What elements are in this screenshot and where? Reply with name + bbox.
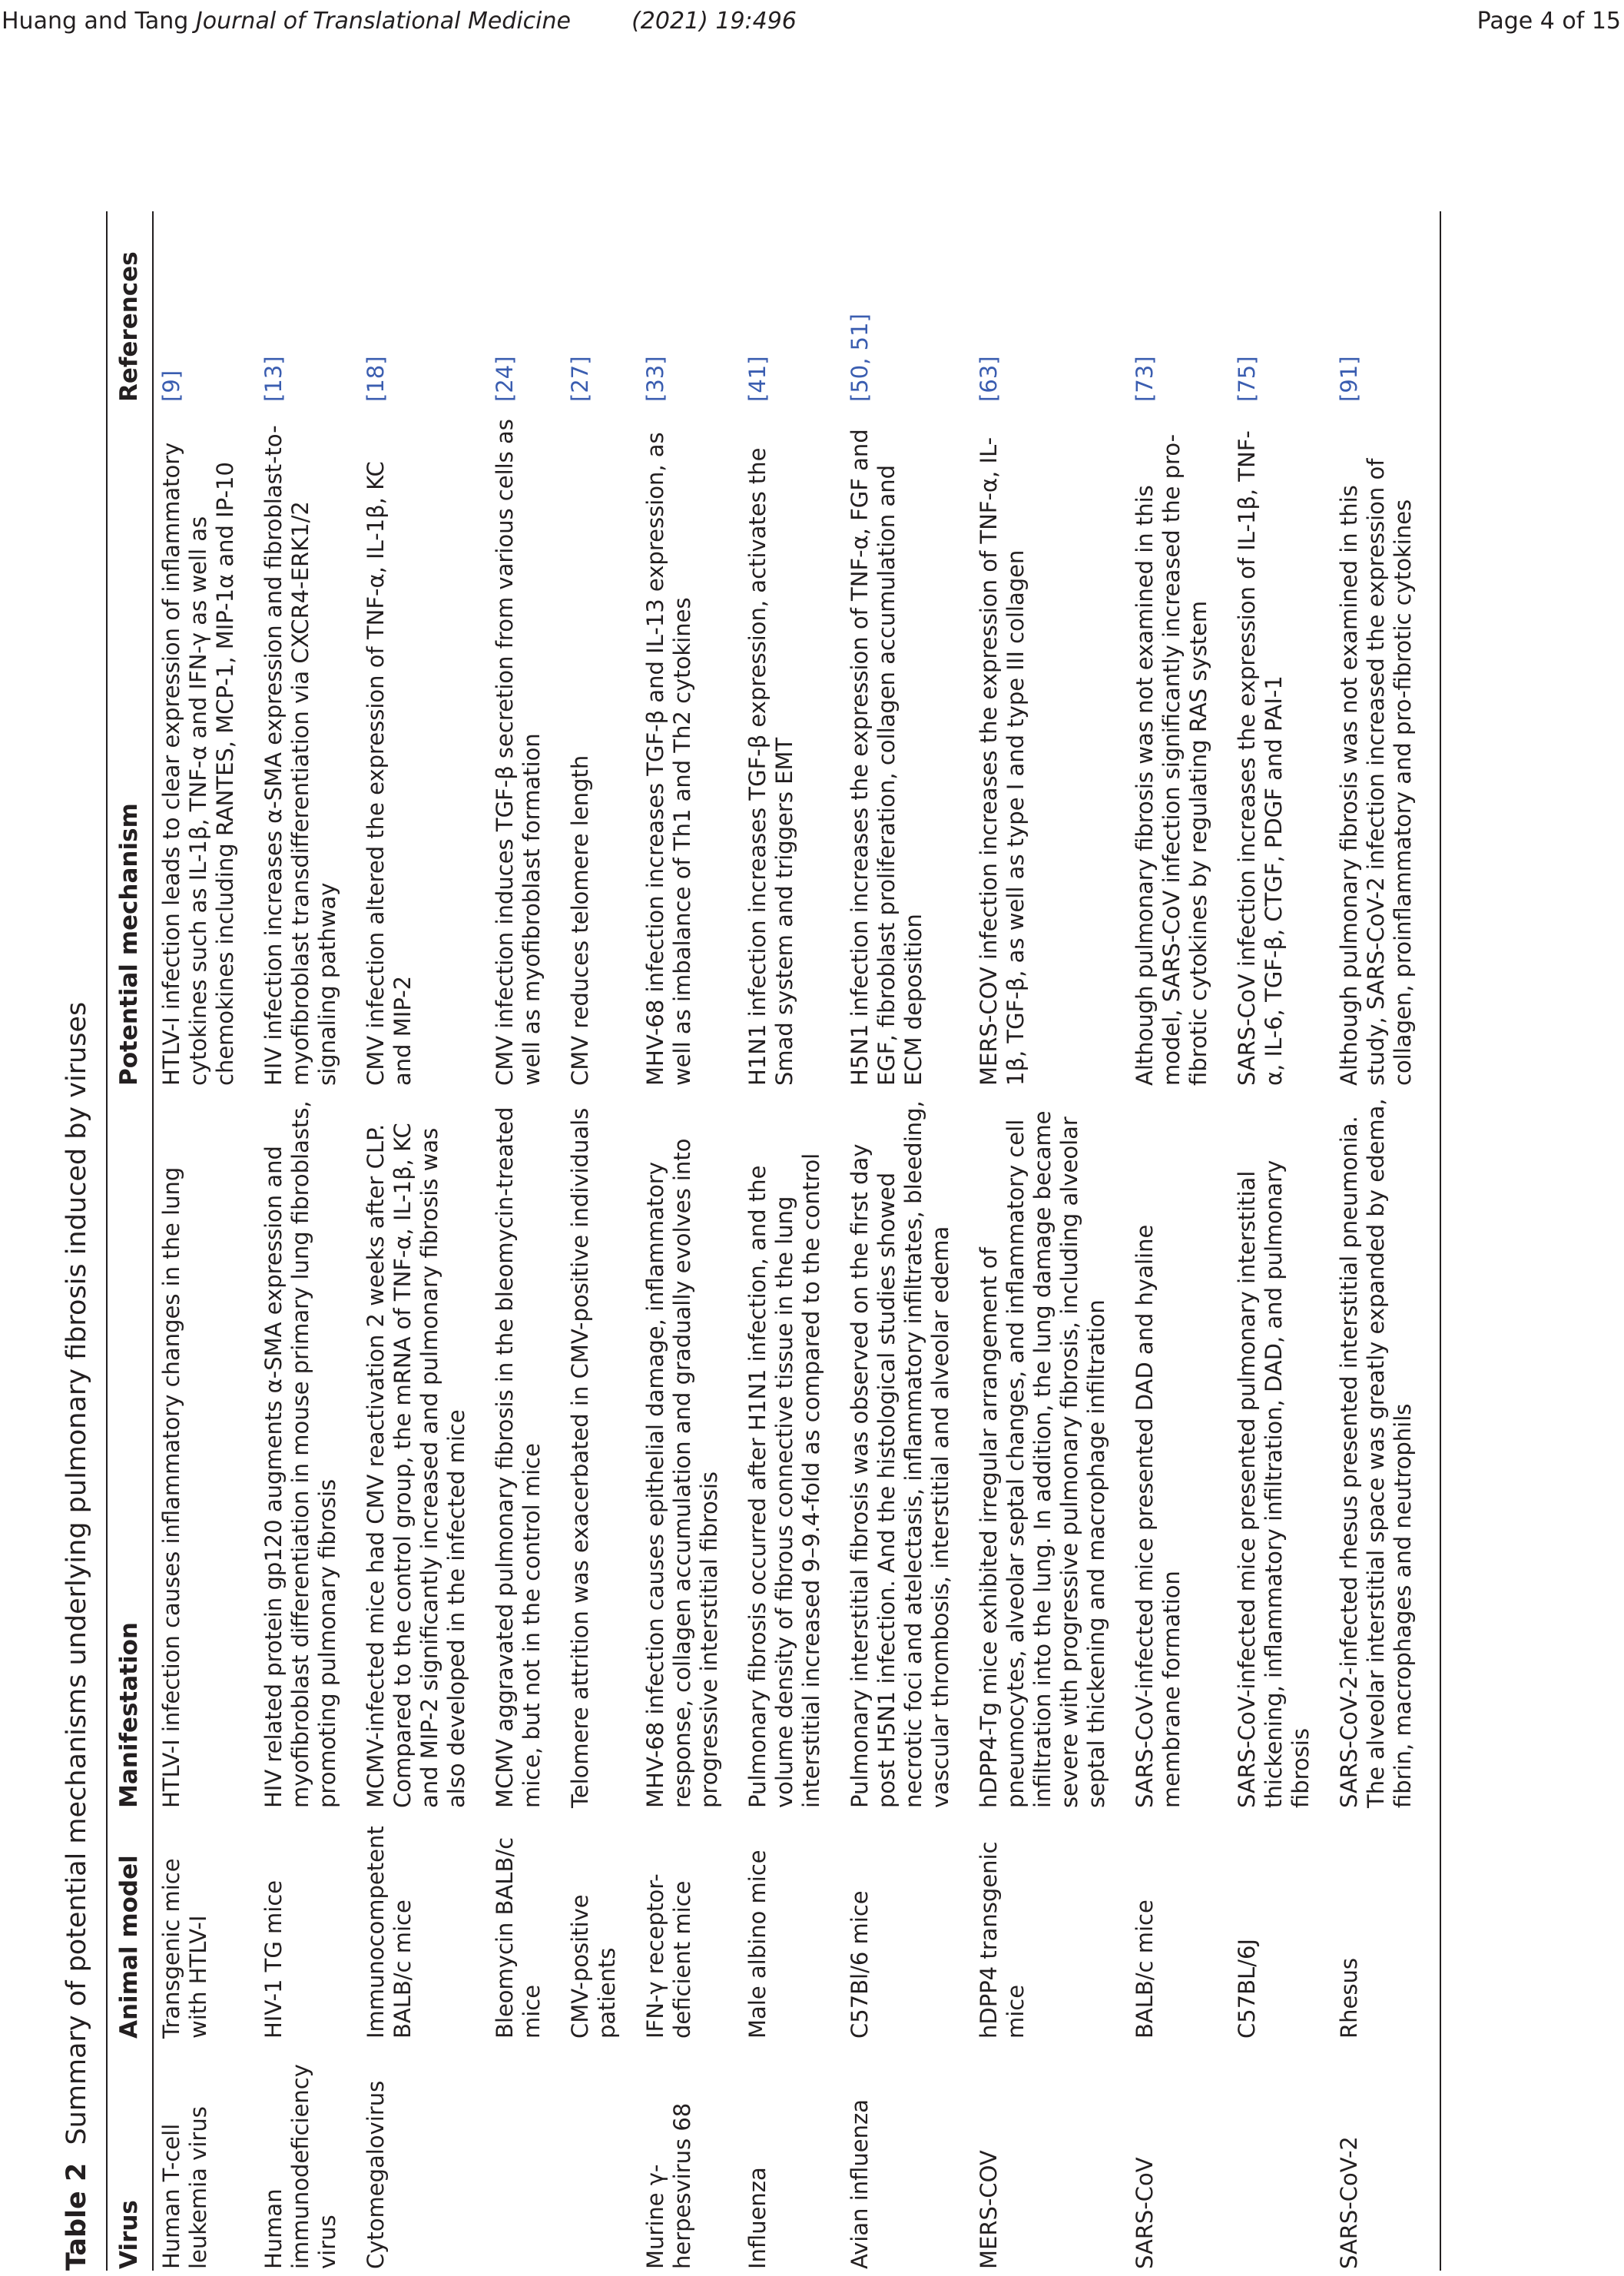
cell-virus: Human immunodeficiency virus [260,2064,340,2269]
cell-virus: MERS-COV [976,2150,1002,2269]
journal-name: Journal of Translational Medicine [195,8,571,35]
table-caption [61,211,100,2271]
running-head [2,0,797,43]
cell-virus: Influenza [744,2167,771,2269]
cell-mechanism: SARS-CoV infection increases the expression of IL-1β, TNF-α, IL-6, TGF-β, CTGF, PDGF and PAI-1 [1234,430,1287,1086]
cell-model: BALB/c mice [1132,1899,1158,2039]
cell-virus: SARS-CoV-2 [1331,2040,1440,2271]
cell-mechanism: HTLV-I infection leads to clear expression of inflammatory cytokines such as IL-1β, TNF-α and IFN-γ as well as chemokines including RANTES, MCP-1, MIP-1α and IP-10 [158,442,238,1086]
cell-model: C57Bl/6 mice [847,1890,873,2039]
column-header-animal-model: Animal model [107,1810,153,2040]
table-row [153,211,256,2271]
cell-manifestation: SARS-CoV-infected mice presented pulmonary interstitial thickening, inflammatory infiltration, DAD, and pulmonary fibrosis [1234,1160,1314,1808]
page-header [0,0,1624,46]
cell-model: IFN-γ receptor-deficient mice [642,1873,695,2039]
table-row [562,211,638,2271]
cell-manifestation: SARS-CoV-2-infected rhesus presented interstitial pneumonia. The alveolar interstitial space was greatly expanded by edema, fibrin, macrophages and neutrophils [1331,1087,1440,1810]
cell-model: HIV-1 TG mice [260,1880,287,2039]
page-number: Page 4 of 15 [1477,8,1621,35]
data-table [106,211,1441,2271]
table-row [358,211,487,2271]
cell-manifestation: MCMV aggravated pulmonary fibrosis in the bleomycin-treated mice, but not in the control mice [492,1106,545,1808]
cell-model: Rhesus [1331,1810,1440,2040]
cell-mechanism: CMV infection induces TGF-β secretion from various cells as well as myofibroblast formation [492,419,545,1086]
column-header-references: References [107,211,153,403]
cell-mechanism: H5N1 infection increases the expression of TNF-α, FGF and EGF, fibroblast proliferation, collagen accumulation and ECM deposition [847,429,926,1086]
table-label: Table 2 [61,2162,92,2271]
cell-reference-link[interactable]: [13] [260,356,287,402]
cell-manifestation: HTLV-I infection causes inflammatory changes in the lung [158,1166,184,1808]
cell-reference-link[interactable]: [33] [642,356,668,402]
cell-model: Immunocompetent BALB/c mice [363,1826,416,2039]
cell-reference-link[interactable]: [50, 51] [847,314,873,402]
table-title: Summary of potential mechanisms underlying pulmonary fibrosis induced by viruses [61,1001,92,2145]
rotated-table-block [61,211,1552,2271]
cell-mechanism: Although pulmonary fibrosis was not examined in this study, SARS-CoV-2 infection increased the expression of collagen, proinflammatory and pro-fibrotic cytokines [1331,403,1440,1087]
cell-manifestation: SARS-CoV-infected mice presented DAD and hyaline membrane formation [1132,1224,1185,1808]
cell-virus: SARS-CoV [1132,2157,1158,2269]
cell-reference-link[interactable]: [24] [492,356,518,402]
table-header-row [107,211,153,2271]
cell-model: Bleomycin BALB/c mice [492,1836,545,2039]
cell-manifestation: hDPP4-Tg mice exhibited irregular arrangement of pneumocytes, alveolar septal changes, and inflammatory cell infiltration into the lung. In addition, the lung damage became severe with progressive pulmonary fibrosis, including alveolar septal thickening and macrophage infiltration [976,1110,1109,1808]
cell-manifestation: HIV related protein gp120 augments α-SMA expression and myofibroblast differentiation in mouse primary lung fibroblasts, promoting pulmonary fibrosis [260,1100,340,1808]
table-row [256,211,358,2271]
cell-manifestation: MHV-68 infection causes epithelial damage, inflammatory response, collagen accumulation and gradually evolves into progressive interstitial fibrosis [642,1138,722,1808]
cell-reference-link[interactable]: [73] [1132,356,1158,402]
cell-virus: Cytomegalovirus [363,2080,389,2269]
table-row [638,211,740,2271]
cell-virus: Murine γ-herpesvirus 68 [642,2102,695,2269]
column-header-virus: Virus [107,2040,153,2271]
cell-virus: Human T-cell leukemia virus [158,2106,211,2269]
table-row [1331,211,1440,2271]
cell-reference-link[interactable]: [27] [567,356,593,402]
cell-mechanism: MERS-COV infection increases the expression of TNF-α, IL-1β, TGF-β, as well as type I and type III collagen [976,436,1029,1086]
cell-manifestation: MCMV-infected mice had CMV reactivation 2 weeks after CLP. Compared to the control group, the mRNA of TNF-α, IL-1β, KC and MIP-2 significantly increased and pulmonary fibrosis was also developed in the infected mice [363,1123,469,1808]
authors: Huang and Tang [2,8,189,35]
cell-model: C57BL/6J [1234,1939,1260,2039]
year-volume: (2021) 19:496 [631,8,797,35]
column-header-mechanism: Potential mechanism [107,403,153,1087]
table-row [1229,211,1331,2271]
cell-virus [1229,2040,1331,2271]
cell-reference-link[interactable]: [75] [1234,356,1260,402]
cell-reference-link[interactable]: [91] [1331,211,1440,403]
cell-reference-link[interactable]: [18] [363,356,389,402]
table-row [487,211,562,2271]
cell-virus: Avian influenza [847,2098,873,2269]
table-row [1127,211,1229,2271]
cell-mechanism: HIV infection increases α-SMA expression and fibroblast-to-myofibroblast transdifferentiation via CXCR4-ERK1/2 signaling pathway [260,425,340,1086]
cell-virus [562,2040,638,2271]
column-header-manifestation: Manifestation [107,1087,153,1810]
table-row [842,211,971,2271]
cell-mechanism: CMV infection altered the expression of TNF-α, IL-1β, KC and MIP-2 [363,461,416,1086]
cell-model: CMV-positive patients [567,1894,620,2039]
table-row [971,211,1127,2271]
cell-virus [487,2040,562,2271]
cell-mechanism: Although pulmonary fibrosis was not examined in this model, SARS-CoV infection significantly increased the pro-fibrotic cytokines by regulating RAS system [1132,433,1211,1086]
cell-mechanism: MHV-68 infection increases TGF-β and IL-13 expression, as well as imbalance of Th1 and Th2 cytokines [642,432,695,1086]
cell-mechanism: CMV reduces telomere length [567,755,593,1086]
cell-reference-link[interactable]: [63] [976,356,1002,402]
cell-model: Male albino mice [744,1850,771,2039]
cell-manifestation: Telomere attrition was exacerbated in CMV-positive individuals [567,1107,593,1808]
cell-reference-link[interactable]: [9] [158,370,184,402]
cell-mechanism: H1N1 infection increases TGF-β expression, activates the Smad system and triggers EMT [744,447,797,1086]
cell-manifestation: Pulmonary fibrosis occurred after H1N1 infection, and the volume density of fibrous connective tissue in the lung interstitial increased 9–9.4-fold as compared to the control [744,1153,824,1808]
cell-model: hDPP4 transgenic mice [976,1841,1029,2039]
cell-manifestation: Pulmonary interstitial fibrosis was observed on the first day post H5N1 infection. And the histological studies showed necrotic foci and atelectasis, inflammatory infiltrates, bleeding, vascular thrombosis, interstitial and alveolar edema [847,1100,953,1808]
table-row [740,211,842,2271]
cell-model: Transgenic mice with HTLV-I [158,1858,211,2039]
cell-reference-link[interactable]: [41] [744,356,771,402]
